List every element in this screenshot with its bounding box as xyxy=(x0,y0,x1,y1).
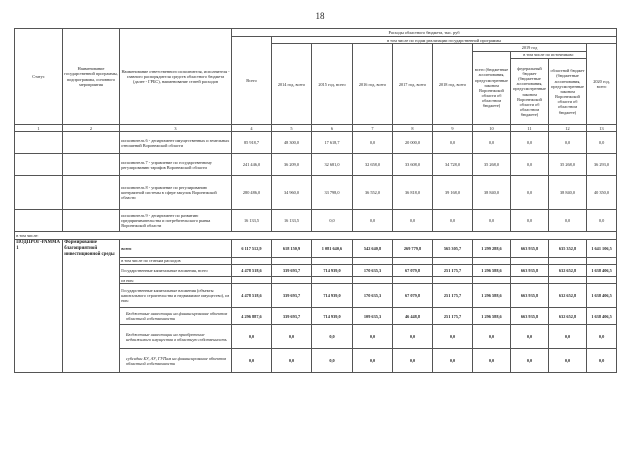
value-cell: 1 081 640,6 xyxy=(312,239,353,257)
value-cell: 714 939,0 xyxy=(312,308,353,325)
column-number: 2 xyxy=(63,125,120,132)
value-cell: 1 296 588,6 xyxy=(473,308,511,325)
value-cell: 0,0 xyxy=(312,349,353,373)
value-cell: 0,0 xyxy=(272,349,312,373)
value-cell: 251 175,7 xyxy=(433,265,473,277)
value-cell: 0,0 xyxy=(433,325,473,349)
value-cell: 0,0 xyxy=(272,325,312,349)
header-2017: 2017 год, всего xyxy=(393,44,433,125)
column-number: 11 xyxy=(511,125,549,132)
value-cell: 170 635,3 xyxy=(353,265,393,277)
value-cell: 663 935,8 xyxy=(511,284,549,308)
value-cell: 0,0 xyxy=(587,349,617,373)
empty-cell xyxy=(63,154,120,176)
value-cell: 0,0 xyxy=(511,210,549,232)
value-cell: 714 939,0 xyxy=(312,284,353,308)
subprogram-row xyxy=(15,239,617,257)
expense-item-label: Бюджетные инвестиции на финансирование объектов областной собственности xyxy=(120,308,232,325)
value-cell: 0,0 xyxy=(587,132,617,154)
value-cell: 0,0 xyxy=(232,349,272,373)
expense-item-label: всего xyxy=(120,239,232,257)
empty-cell xyxy=(549,257,587,264)
value-cell: 0,0 xyxy=(312,325,353,349)
value-cell: 0,0 xyxy=(393,210,433,232)
value-cell: 109 635,3 xyxy=(353,308,393,325)
header-2014: 2014 год, всего xyxy=(272,44,312,125)
column-number: 12 xyxy=(549,125,587,132)
value-cell: 48 300,0 xyxy=(272,132,312,154)
value-cell: 34 728,0 xyxy=(433,154,473,176)
executor-name: исполнитель 7 - управление по государственному регулированию тарифов Воронежской области xyxy=(120,154,232,176)
value-cell: 1 638 406,5 xyxy=(587,284,617,308)
executor-row xyxy=(15,154,617,176)
value-cell: 0,0 xyxy=(473,325,511,349)
empty-cell xyxy=(433,257,473,264)
empty-cell xyxy=(232,277,272,284)
value-cell: 280 486,0 xyxy=(232,176,272,210)
executor-row xyxy=(15,210,617,232)
column-number: 4 xyxy=(232,125,272,132)
value-cell: 632 652,8 xyxy=(549,308,587,325)
value-cell: 0,0 xyxy=(393,325,433,349)
header-total: Всего xyxy=(232,37,272,125)
page-number: 18 xyxy=(315,11,325,21)
empty-cell xyxy=(587,277,617,284)
value-cell: 35 268,0 xyxy=(473,154,511,176)
empty-cell xyxy=(511,277,549,284)
column-number: 3 xyxy=(120,125,232,132)
value-cell: 38 840,0 xyxy=(549,176,587,210)
value-cell: 32 681,0 xyxy=(312,154,353,176)
value-cell: 339 693,7 xyxy=(272,308,312,325)
value-cell: 67 079,8 xyxy=(393,284,433,308)
subprogram-status: ПОДПРОГ-РАММА 1 xyxy=(15,239,63,373)
value-cell: 241 446,0 xyxy=(232,154,272,176)
empty-cell xyxy=(15,176,63,210)
value-cell: 16 133,5 xyxy=(272,210,312,232)
empty-cell xyxy=(63,210,120,232)
value-cell: 339 693,7 xyxy=(272,284,312,308)
value-cell: 0,0 xyxy=(473,349,511,373)
value-cell: 36 818,0 xyxy=(393,176,433,210)
value-cell: 0,0 xyxy=(353,325,393,349)
column-number: 9 xyxy=(433,125,473,132)
value-cell: 1 299 288,6 xyxy=(473,239,511,257)
empty-cell xyxy=(433,277,473,284)
empty-cell xyxy=(15,210,63,232)
column-number: 13 xyxy=(587,125,617,132)
header-status: Статус xyxy=(15,29,63,125)
value-cell: 618 150,9 xyxy=(272,239,312,257)
empty-cell xyxy=(232,257,272,264)
value-cell: 0,0 xyxy=(353,349,393,373)
value-cell: 0,0 xyxy=(511,176,549,210)
value-cell: 0,0 xyxy=(473,210,511,232)
value-cell: 0,0 xyxy=(549,210,587,232)
value-cell: 0,0 xyxy=(473,132,511,154)
value-cell: 0,0 xyxy=(393,349,433,373)
header-2019-regional: областной бюджет (бюджетные ассигнования, предусмотренные законом Воронежской области об областном бюджете) xyxy=(549,59,587,125)
header-expenses-title: Расходы областного бюджета, тыс. руб xyxy=(232,29,617,37)
subprogram-name: Формирование благоприятной инвестиционной среды xyxy=(63,239,120,373)
empty-cell xyxy=(511,257,549,264)
executor-name: исполнитель 9 - департамент по развитию предпринимательства и потребительского рынка Воронежской области xyxy=(120,210,232,232)
value-cell: 67 079,8 xyxy=(393,265,433,277)
value-cell: 36 209,0 xyxy=(272,154,312,176)
value-cell: 251 175,7 xyxy=(433,308,473,325)
empty-cell xyxy=(312,277,353,284)
executor-row xyxy=(15,176,617,210)
value-cell: 251 175,7 xyxy=(433,284,473,308)
value-cell: 0,0 xyxy=(433,349,473,373)
empty-cell xyxy=(15,154,63,176)
header-2018: 2018 год, всего xyxy=(433,44,473,125)
empty-cell xyxy=(587,257,617,264)
header-2019: 2019 год xyxy=(473,44,587,51)
value-cell: 33 608,0 xyxy=(393,154,433,176)
header-2020: 2020 год, всего xyxy=(587,44,617,125)
value-cell: 632 652,8 xyxy=(549,265,587,277)
value-cell: 632 652,8 xyxy=(549,284,587,308)
empty-cell xyxy=(272,277,312,284)
value-cell: 4 478 518,6 xyxy=(232,265,272,277)
value-cell: 0,0 xyxy=(232,325,272,349)
value-cell: 39 168,0 xyxy=(433,176,473,210)
value-cell: 85 918,7 xyxy=(232,132,272,154)
value-cell: 0,0 xyxy=(312,210,353,232)
value-cell: 34 960,0 xyxy=(272,176,312,210)
empty-cell xyxy=(549,277,587,284)
value-cell: 33 798,0 xyxy=(312,176,353,210)
column-number: 1 xyxy=(15,125,63,132)
empty-cell xyxy=(15,132,63,154)
executor-name: исполнитель 8 - управление по регулированию контрактной системы в сфере закупок Воронежской области xyxy=(120,176,232,210)
column-number: 8 xyxy=(393,125,433,132)
value-cell: 0,0 xyxy=(549,349,587,373)
in-that-number-label: в том числе: xyxy=(15,232,617,239)
column-number-row xyxy=(15,125,617,132)
expense-item-label: Бюджетные инвестиции на приобретение недвижимого имущества в областную собственность xyxy=(120,325,232,349)
value-cell: 1 296 588,6 xyxy=(473,284,511,308)
empty-cell xyxy=(312,257,353,264)
empty-cell xyxy=(272,257,312,264)
value-cell: 0,0 xyxy=(587,210,617,232)
header-executor: Наименование ответственного исполнителя, исполнителя - главного распорядителя средств областного бюджета (далее - ГРБС), наименование статей расходов xyxy=(120,29,232,125)
header-2019-total: всего (бюджетные ассигнования, предусмотренные законом Воронежской области об областном бюджете) xyxy=(473,51,511,124)
value-cell: 663 935,8 xyxy=(511,308,549,325)
expense-item-label: из них: xyxy=(120,277,232,284)
header-2019-sources: в том числе по источникам: xyxy=(511,51,587,58)
value-cell: 0,0 xyxy=(433,132,473,154)
value-cell: 714 939,0 xyxy=(312,265,353,277)
value-cell: 1 638 406,5 xyxy=(587,265,617,277)
budget-table xyxy=(14,28,617,373)
value-cell: 0,0 xyxy=(511,349,549,373)
value-cell: 6 117 512,9 xyxy=(232,239,272,257)
value-cell: 0,0 xyxy=(587,325,617,349)
value-cell: 0,0 xyxy=(549,132,587,154)
expense-item-label: в том числе по статьям расходов xyxy=(120,257,232,264)
value-cell: 32 658,0 xyxy=(353,154,393,176)
empty-cell xyxy=(473,277,511,284)
value-cell: 4 296 887,6 xyxy=(232,308,272,325)
value-cell: 663 935,8 xyxy=(511,265,549,277)
value-cell: 1 641 106,5 xyxy=(587,239,617,257)
value-cell: 0,0 xyxy=(511,132,549,154)
value-cell: 4 478 518,6 xyxy=(232,284,272,308)
empty-cell xyxy=(353,277,393,284)
expense-item-label: Государственные капитальные вложения, всего xyxy=(120,265,232,277)
value-cell: 20 000,0 xyxy=(393,132,433,154)
value-cell: 17 618,7 xyxy=(312,132,353,154)
column-number: 6 xyxy=(312,125,353,132)
value-cell: 663 935,8 xyxy=(511,239,549,257)
value-cell: 0,0 xyxy=(433,210,473,232)
expense-item-label: субсидии БУ, АУ, ГУПам на финансирование объектов областной собственности xyxy=(120,349,232,373)
empty-cell xyxy=(63,176,120,210)
value-cell: 542 640,8 xyxy=(353,239,393,257)
value-cell: 36 293,0 xyxy=(587,154,617,176)
value-cell: 40 350,0 xyxy=(587,176,617,210)
value-cell: 0,0 xyxy=(353,210,393,232)
empty-cell xyxy=(393,257,433,264)
expense-item-label: Государственные капитальные вложения (объекты капитального строительства и недвижимое имущество), из них: xyxy=(120,284,232,308)
value-cell: 0,0 xyxy=(511,154,549,176)
value-cell: 0,0 xyxy=(511,325,549,349)
value-cell: 170 635,3 xyxy=(353,284,393,308)
value-cell: 1 296 588,6 xyxy=(473,265,511,277)
empty-cell xyxy=(473,257,511,264)
executor-row xyxy=(15,132,617,154)
empty-cell xyxy=(353,257,393,264)
empty-cell xyxy=(393,277,433,284)
value-cell: 635 352,8 xyxy=(549,239,587,257)
column-number: 10 xyxy=(473,125,511,132)
value-cell: 269 779,8 xyxy=(393,239,433,257)
value-cell: 16 133,5 xyxy=(232,210,272,232)
value-cell: 0,0 xyxy=(549,325,587,349)
executor-name: исполнитель 6 - департамент имущественных и земельных отношений Воронежской области xyxy=(120,132,232,154)
header-by-year: в том числе по годам реализации государственной программы xyxy=(272,37,617,44)
empty-cell xyxy=(63,132,120,154)
value-cell: 339 693,7 xyxy=(272,265,312,277)
value-cell: 565 305,7 xyxy=(433,239,473,257)
header-2016: 2016 год, всего xyxy=(353,44,393,125)
value-cell: 46 448,8 xyxy=(393,308,433,325)
column-number: 5 xyxy=(272,125,312,132)
value-cell: 38 840,0 xyxy=(473,176,511,210)
value-cell: 36 552,0 xyxy=(353,176,393,210)
column-number: 7 xyxy=(353,125,393,132)
value-cell: 35 268,0 xyxy=(549,154,587,176)
value-cell: 1 638 406,5 xyxy=(587,308,617,325)
value-cell: 0,0 xyxy=(353,132,393,154)
header-2019-federal: федеральный бюджет (бюджетные ассигнования, предусмотренные законом Воронежской области об областном бюджете) xyxy=(511,59,549,125)
header-program-name: Наименование государственной программы, подпрограммы, основного мероприятия xyxy=(63,29,120,125)
header-2015: 2015 год, всего xyxy=(312,44,353,125)
